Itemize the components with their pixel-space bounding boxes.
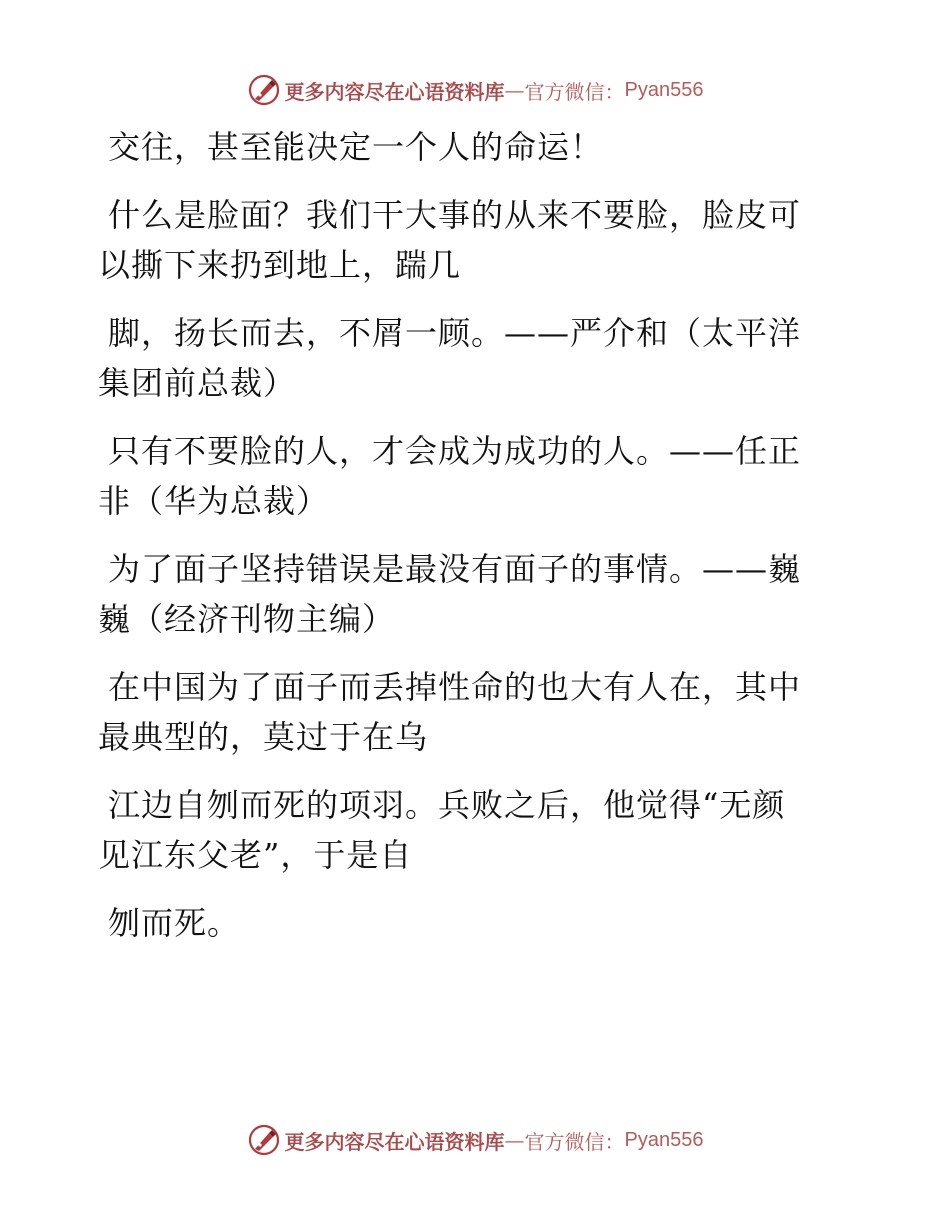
footer-watermark xyxy=(0,1118,950,1162)
paragraph xyxy=(98,190,838,290)
paragraph xyxy=(98,426,838,526)
pen-nib-logo-icon xyxy=(247,1123,281,1157)
text-line: 江边自刎而死的项羽。兵败之后，他觉得“无颜 xyxy=(108,786,786,824)
banner-dash: — xyxy=(504,1128,525,1152)
text-line: 为了面子坚持错误是最没有面子的事情。——巍 xyxy=(108,550,802,588)
text-line: 脚，扬长而去，不屑一顾。——严介和（太平洋 xyxy=(108,314,802,352)
text-line: 刎而死。 xyxy=(108,904,241,942)
text-line: 集团前总裁） xyxy=(98,364,297,402)
text-line: 巍（经济刊物主编） xyxy=(98,600,396,638)
document-body xyxy=(98,122,838,948)
banner-dash: — xyxy=(504,78,525,102)
text-line: 以撕下来扔到地上，踹几 xyxy=(98,246,462,284)
text-line: 在中国为了面子而丢掉性命的也大有人在，其中 xyxy=(108,668,802,706)
banner-sub-text: 官方微信： xyxy=(524,1129,625,1154)
paragraph xyxy=(98,898,838,948)
text-line: 非（华为总裁） xyxy=(98,482,330,520)
paragraph xyxy=(98,662,838,762)
banner-wechat-id: Pyan556 xyxy=(624,1128,704,1151)
banner-main-text: 更多内容尽在心语资料库 xyxy=(284,1129,505,1154)
text-line: 交往，甚至能决定一个人的命运！ xyxy=(108,128,604,166)
paragraph xyxy=(98,780,838,880)
header-watermark xyxy=(0,68,950,112)
pen-nib-logo-icon xyxy=(247,73,281,107)
text-line: 只有不要脸的人，才会成为成功的人。——任正 xyxy=(108,432,802,470)
text-line: 见江东父老”，于是自 xyxy=(98,836,413,874)
text-line: 最典型的，莫过于在乌 xyxy=(98,718,429,756)
banner-sub-text: 官方微信： xyxy=(524,79,625,104)
banner-wechat-id: Pyan556 xyxy=(624,78,704,101)
banner-main-text: 更多内容尽在心语资料库 xyxy=(284,79,505,104)
text-line: 什么是脸面？我们干大事的从来不要脸，脸皮可 xyxy=(108,196,802,234)
paragraph xyxy=(98,308,838,408)
paragraph xyxy=(98,544,838,644)
paragraph xyxy=(98,122,838,172)
